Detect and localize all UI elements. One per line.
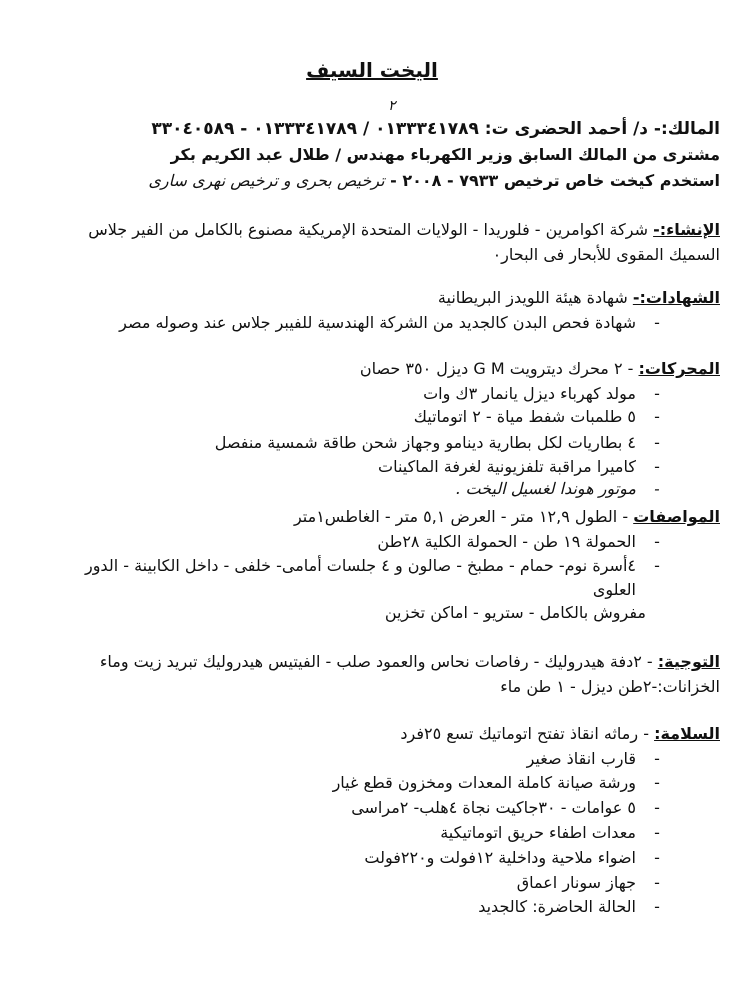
owner-line: المالك:- د/ أحمد الحضرى ت: ٠١٣٣٣٤١٧٨٩ / ٠١٣٣٣٤١٧٨٩ - ٣٣٠٤٠٥٨٩ bbox=[151, 119, 720, 139]
license-line bbox=[18, 170, 720, 192]
construction-line-2: السميك المقوى للأبحار فى البحار٠ bbox=[492, 245, 720, 264]
list-item: - ٥ عوامات - ٣٠جاكيت نجاة ٤هلب- ٢مراسى bbox=[351, 798, 660, 817]
construction-heading: الإنشاء:- bbox=[653, 220, 720, 239]
list-item: - ٤أسرة نوم- حمام - مطبخ - صالون و ٤ جلسات أمامى- خلفى - داخل الكابينة - الدور bbox=[84, 556, 660, 575]
previous-owner-line: مشترى من المالك السابق وزير الكهرباء مهندس / طلال عبد الكريم بكر bbox=[170, 145, 720, 164]
handwritten-mark: ٢ bbox=[388, 98, 396, 114]
construction-text: شركة اكوامرين - فلوريدا - الولايات المتحدة الإمريكية مصنوع بالكامل من الفير جلاس bbox=[88, 220, 648, 239]
safety-line-1 bbox=[18, 723, 720, 745]
specs-line-1 bbox=[18, 506, 720, 528]
list-item: - اضواء ملاحية وداخلية ١٢فولت و٢٢٠فولت bbox=[364, 848, 660, 867]
steering-text: - ٢دفة هيدروليك - رفاصات نحاس والعمود صلب - الفيتيس هيدروليك تبريد زيت وماء bbox=[99, 652, 653, 671]
license-print: استخدم كيخت خاص ترخيص ٧٩٣٣ - ٢٠٠٨ - bbox=[390, 171, 720, 190]
list-item: - الحمولة ١٩ طن - الحمولة الكلية ٢٨طن bbox=[377, 532, 660, 551]
list-item: - مولد كهرباء ديزل يانمار ٣ك وات bbox=[423, 384, 660, 403]
steering-line-1 bbox=[18, 651, 720, 673]
engines-heading: المحركات: bbox=[638, 359, 720, 378]
engines-line-1 bbox=[18, 358, 720, 380]
list-item: - كاميرا مراقبة تلفزيونية لغرفة الماكينات bbox=[378, 457, 660, 476]
safety-heading: السلامة: bbox=[654, 724, 720, 743]
license-handwritten: ترخيص بحرى و ترخيص نهرى سارى bbox=[148, 171, 385, 190]
certificates-heading: الشهادات:- bbox=[632, 288, 720, 307]
certificates-text: شهادة هيئة اللويدز البريطانية bbox=[437, 288, 628, 307]
page-title: اليخت السيف bbox=[306, 58, 438, 82]
handwritten-list-item: - موتور هوندا لغسيل اليخت . bbox=[455, 479, 660, 498]
list-item: - ٥ طلمبات شفط مياة - ٢ اتوماتيك bbox=[413, 407, 660, 426]
list-item: - الحالة الحاضرة: كالجديد bbox=[478, 897, 660, 916]
steering-heading: التوجية: bbox=[657, 652, 720, 671]
list-item: - ورشة صيانة كاملة المعدات ومخزون قطع غيار bbox=[332, 773, 660, 792]
list-item: - ٤ بطاريات لكل بطارية دينامو وجهاز شحن طاقة شمسية منفصل bbox=[214, 433, 660, 452]
list-item-continuation: العلوى bbox=[592, 580, 636, 599]
specs-last-line: مفروش بالكامل - ستريو - اماكن تخزين bbox=[384, 603, 646, 622]
certificates-line-1 bbox=[18, 287, 720, 309]
list-item: - معدات اطفاء حريق اتوماتيكية bbox=[440, 823, 660, 842]
safety-text: - رماثه انقاذ تفتح اتوماتيك تسع ٢٥فرد bbox=[400, 724, 649, 743]
steering-line-2: الخزانات:-٢طن ديزل - ١ طن ماء bbox=[500, 677, 720, 696]
engines-text: - ٢ محرك ديترويت G M ديزل ٣٥٠ حصان bbox=[359, 359, 634, 378]
list-item: - شهادة فحص البدن كالجديد من الشركة الهندسية للفيبر جلاس عند وصوله مصر bbox=[119, 313, 660, 332]
list-item: - جهاز سونار اعماق bbox=[516, 873, 660, 892]
specs-heading: المواصفات bbox=[633, 507, 720, 526]
construction-line-1 bbox=[18, 219, 720, 241]
list-item: - قارب انقاذ صغير bbox=[526, 749, 660, 768]
specs-text: - الطول ١٢,٩ متر - العرض ٥,١ متر - الغاطس١متر bbox=[293, 507, 629, 526]
